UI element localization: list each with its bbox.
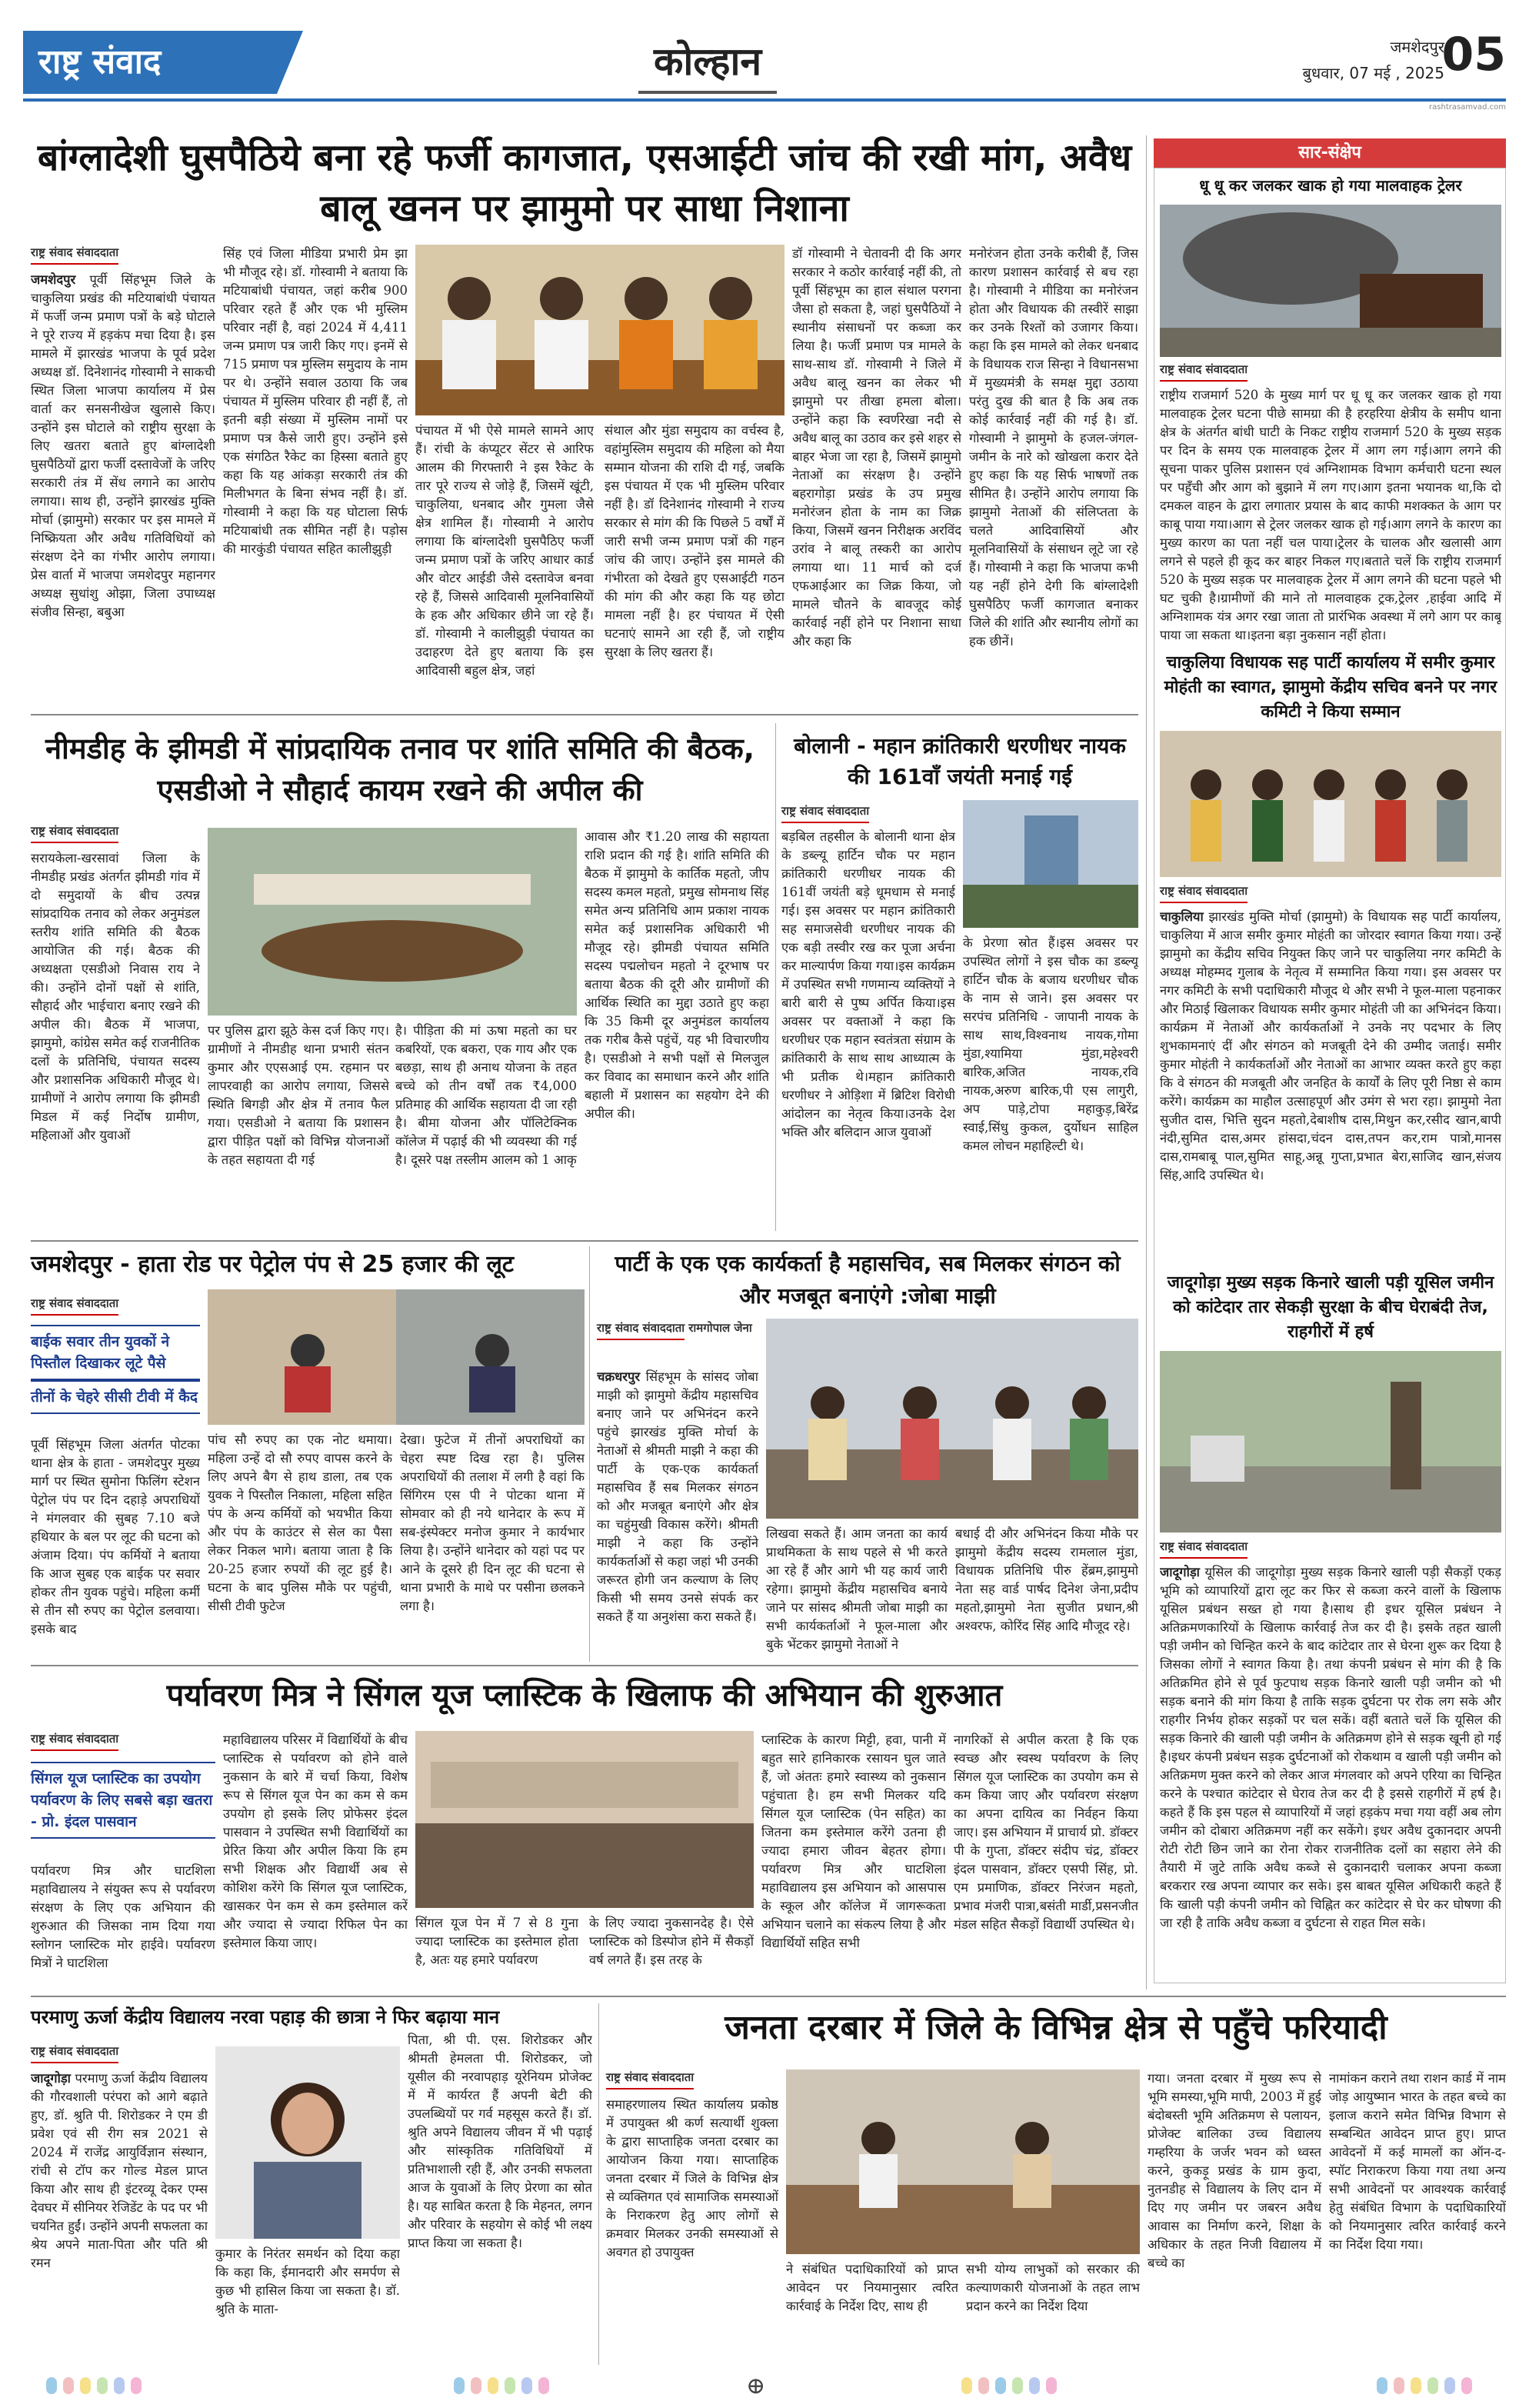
lead-photo [415, 245, 784, 415]
story6-col-1 [31, 2069, 208, 2365]
sidebar-s3-photo [1160, 1351, 1501, 1533]
story6-photo-image [215, 2046, 400, 2239]
divider [1146, 135, 1147, 1989]
sidebar-s1-text: राष्ट्रीय राजमार्ग 520 के मुख्य मार्ग पर धू धू कर जलकर खाक हो गया मालवाहक ट्रेलर घटना पीछे सामग्रा की है हरहरिया क्षेत्रीय के समीप थाना क्षेत्र के अंतर्गत बांधी घाटी के निकट राष्ट्रीय राजमार्ग 520 के मुख्य सड़क पर दिन के समय एक मालवाहक ट्रेलर में आग लग गई।आग लगने की सूचना पाकर पुलिस प्रशासन एवं अग्निशामक विभाग कर्मचारी घटना स्थल पर पहुँची और आग को बुझाने में लग गए।आग इतना भयानक था,कि दो दमकल वाहन के द्वारा लगातार प्रयास के बाद काफी मशक्कत के आग पर काबू पाया गया।आग से ट्रेलर जलकर खाक हो गई।आग लगने के कारण का मुख्य कारण का पता नहीं चल पाया।ट्रेलर के चालक और खलासी आग लगने से पहले ही कूद कर बाहर निकल गए।बताते चलें कि राष्ट्रीय राजमार्ग 520 के मुख्य सड़क पर मालवाहक ट्रेलर में आग लगने की घटना पहले भी घट चुकी है।ग्रामीणों की माने तो मालवाहक ट्रक,ट्रेलर ,हाईवा आदि में अग्निशामक यंत्र अगर रखा जाता तो प्रारंभिक अवस्था में लगे आग पर काबू पाया जा सकता था।इतना बड़ा नुकसान नहीं होता। [1160, 388, 1501, 642]
footer-dots-right [1377, 2377, 1472, 2396]
sidebar-s2-byline-wrap [1160, 883, 1248, 903]
story7-col-1: समाहरणालय स्थित कार्यालय प्रकोष्ठ में उपायुक्त श्री कर्ण सत्यार्थी शुक्ला के द्वारा साप्ताहिक जनता दरबार का आयोजन किया गया। साप्ताहिक जनता दरबार में जिले के विभिन्न क्षेत्र से व्यक्तिगत एवं सामाजिक समस्याओं के निराकरण हेतु आए लोगों से क्रमवार मिलकर उनकी समस्याओं से अवगत हो उपायुक्त [606, 2097, 778, 2260]
story4-byline-wrap [597, 1320, 758, 1340]
sidebar-s2-byline: राष्ट्र संवाद संवाददाता [1160, 883, 1248, 903]
lead-col-5: डॉ गोस्वामी ने चेतावनी दी कि अगर सरकार ने कठोर कार्रवाई नहीं की, तो पूर्वी सिंहभूम का हाल संथाल परगना जैसा हो सकता है, जहां घुसपैठियों ने स्थानीय संसाधनों पर कब्जा कर लिया है। फर्जी प्रमाण पत्र मामले के साथ-साथ डॉ. गोस्वामी ने जिले में अवैध बालू खनन का लेकर भी झामुमो पर तीखा हमला बोला। उन्होंने कहा कि स्वर्णरेखा नदी से अवैध बालू का उठाव कर इसे शहर से बाहर भेजा जा रहा है, जिसमें झामुमो नेताओं का संरक्षण है। उन्होंने बहरागोड़ा प्रखंड के उप प्रमुख मनोरंजन होता के नाम का जिक्र किया, जिसमें खनन निरीक्षक अरविंद उरांव ने बालू तस्करी का आरोप लगाया था। 11 मार्च को दर्ज एफआईआर का जिक्र किया, जो मामले चौतने के बावजूद कोई कार्रवाई नहीं होने पर निशाना साधा और कहा कि [792, 246, 961, 649]
bolani-col-1: बड़बिल तहसील के बोलानी थाना क्षेत्र के डब्ल्यू हार्टिन चौक पर महान क्रांतिकारी धरणीधर नायक की 161वीं जयंती बड़े धूमधाम से मनाई गई। इस अवसर पर महान क्रांतिकारी सह समाजसेवी धरणीधर नायक की एक बड़ी तस्वीर रख कर पूजा अर्चना कर माल्यार्पण किया गया।इस कार्यक्रम में उपस्थित सभी गणमान्य व्यक्तियों ने बारी बारी से पुष्प अर्पित किया।इस अवसर पर वक्ताओं ने कहा कि धरणीधर एक महान स्वतंत्रता संग्राम के क्रांतिकारी के साथ साथ आध्यात्म के भी प्रतीक थे।महान क्रांतिकारी धरणीधर ने ओड़िशा में ब्रिटिश विरोधी आंदोलन का नेतृत्व किया।उनके देश भक्ति और बलिदान आज युवाओं [781, 829, 955, 1139]
footer-dots-mid-left [454, 2377, 549, 2396]
story5-headline: पर्यावरण मित्र ने सिंगल यूज प्लास्टिक के खिलाफ की अभियान की शुरुआत [166, 1678, 1003, 1713]
story4-byline-2: रामगोपाल जेना [688, 1321, 752, 1335]
divider [589, 1246, 590, 1662]
lead-col-2: सिंह एवं जिला मीडिया प्रभारी प्रेम झा भी मौजूद रहे। डॉ. गोस्वामी ने बताया कि मटियाबांधी पंचायत, जहां करीब 900 परिवार रहते हैं और एक भी मुस्लिम परिवार नहीं है, वहां 2024 में 4,411 जन्म प्रमाण पत्र जारी किए गए। इनमें से 715 प्रमाण पत्र मुस्लिम समुदाय के नाम पर थे। उन्होंने सवाल उठाया कि जब पंचायत में मुस्लिम परिवार ही नहीं हैं, तो इतनी बड़ी संख्या में मुस्लिम नामों पर प्रमाण पत्र कैसे जारी हुए। उन्होंने इसे एक संगठित रैकेट का हिस्सा बताते हुए कहा कि यह आंकड़ा सरकारी तंत्र की मिलीभगत के बिना संभव नहीं है। डॉ. गोस्वामी ने कहा कि यह घोटाला सिर्फ मटियाबांधी तक सीमित नहीं है। पड़ोस की मारकुंडी पंचायत सहित कालीझुड़ी [223, 246, 408, 556]
sidebar-s1-byline: राष्ट्र संवाद संवाददाता [1160, 362, 1248, 382]
section-name: कोल्हान [654, 34, 761, 86]
divider [31, 714, 1138, 715]
registration-mark-icon: ⊕ [746, 2373, 766, 2400]
sidebar-s3-dateline: जादूगोड़ा [1160, 1565, 1200, 1579]
bolani-byline: राष्ट्र संवाद संवाददाता [781, 803, 869, 823]
sidebar-s3-text-body: यूसिल की जादूगोड़ा मुख्य सड़क किनारे खाली पड़ी सैकड़ों एकड़ भूमि को व्यापारियों द्वारा लूट कर फिर से कब्जा करने वालों के खिलाफ यूसिल प्रबंधन सख्त हो गया है।साथ ही इधर यूसिल प्रबंधन ने अतिक्रमणकारियों के खिलाफ कार्रवाई तेज कर दी है। इसके तहत खाली पड़ी जमीन को चिन्हित करने के बाद कांटेदार तार से घेरना शुरू कर दिया है जिसका लोगों ने स्वागत किया है। तथा कंपनी प्रबंधन से मांग की है कि अतिक्रमित होने से पूर्व फुटपाथ सड़क किनारे खाली पड़ी जमीन को भी सड़क बनाने की मांग किया है ताकि सड़क दुर्घटना पर रोक लग सके और राहगीर निर्भय होकर सड़कों पर चल सकें। वहीं बताते चलें कि यूसिल की सड़क किनारे की खाली पड़ी जमीन के अतिक्रमण होने से सड़क खूनी हो गई है।इधर कंपनी प्रबंधन सड़क दुर्घटनाओं को रोकथाम व खाली पड़ी जमीन को अतिक्रमण मुक्त करने को लेकर आज मंगलवार को अपने एरिया का चिन्हित करने के पश्चात कांटेदार से घेराव तेज कर दी है इससे राहगीरों में हर्ष है। कहते हैं कि इस पहल से व्यापारियों में जहां हड़कंप मचा गया वहीं अब लोग जमीन को दोबारा अतिक्रमण नहीं कर सकेंगे। इधर अवैध दुकानदार अपनी रोटी रोटी छिन जाने का रोना रोकर राजनीतिक दलों का सहारा लेने की तैयारी में जुटे ताकि अवैध कब्जे से दुकानदारी चलाकर अपना कब्जा बरकरार रख अपना व्यापार कर सके। इस बाबत यूसिल अधिकारी कहते हैं कि खाली पड़ी कंपनी जमीन को चिह्नित कर कांटेदार से घेर कर घोषणा की जा रही है ताकि अवैध कब्जा व दुर्घटना से राहत मिल सके। [1160, 1565, 1501, 1930]
story3-photo-image [208, 1289, 585, 1425]
masthead [23, 28, 1506, 112]
footer-dots-mid-right [961, 2377, 1057, 2396]
story5-col-6: नागरिकों से अपील करता है कि एक स्वच्छ और स्वस्थ पर्यावरण के लिए सिंगल यूज प्लास्टिक का उपयोग कम से कम किया जाए और पर्यावरण संरक्षण का अपना दायित्व का निर्वहन किया जाए। इस अभियान में प्राचार्य प्रो. डॉक्टर पी के गुप्ता, डॉक्टर संदीप चंद्र, डॉक्टर इंदल पासवान, डॉक्टर एसपी सिंह, प्रो. एम प्रमाणिक, डॉक्टर निरंजन महतो, प्रभाव मंजरी पात्रा,बसंती मार्डी,प्रसनजीत मंडल सहित सैकड़ों विद्यार्थी उपस्थित थे। [954, 1733, 1138, 1932]
story6-col-2: कुमार के निरंतर समर्थन को दिया कहा कि कहा कि, ईमानदारी और समर्पण से कुछ भी हासिल किया जा सकता है। डॉ. श्रुति के माता- [215, 2246, 400, 2316]
story2-byline-wrap [31, 823, 118, 843]
story7-photo-image [786, 2069, 1140, 2254]
story3-col-2: पांच सौ रुपए का एक नोट थमाया। महिला उन्हें दो सौ रुपए वापस करने के लिए अपने बैग से हाथ डाला, तब एक युवक ने पिस्तौल निकाला, महिला सहित पंप के अन्य कर्मियों को भयभीत किया और पंप के काउंटर से सेल का पैसा लेकर निकल भागे। बताया जाता है कि 20-25 हजार रुपयों की लूट हुई है। घटना के बाद पुलिस मौके पर पहुंची, सीसी टीवी फुटेज [208, 1432, 392, 1613]
footer-dots-left [46, 2377, 142, 2396]
story5-byline-wrap [31, 1731, 118, 1751]
story3-col-1: पूर्वी सिंहभूम जिला अंतर्गत पोटका थाना क्षेत्र के हाता - जमशेदपुर मुख्य मार्ग पर स्थित सुमोना फिलिंग स्टेशन पेट्रोल पंप पर दिन दहाड़े अपराधियों ने मंगलवार की सुबह 7.10 बजे हथियार के बल पर लूट की घटना को अंजाम दिया। पंप कर्मियों ने बताया कि आज सुबह एक बाईक पर सवार होकर तीन युवक पहुंचे। महिला कर्मी से तीन सौ रुपए का पेट्रोल डलवाया। इसके बाद [31, 1437, 200, 1636]
story6-byline-wrap [31, 2043, 118, 2063]
website-url: rashtrasamvad.com [1429, 103, 1506, 112]
story2-col-2: पर पुलिस द्वारा झूठे केस दर्ज किए गए। ग्रामीणों ने नीमडीह थाना प्रभारी संतन कुमार और एएसआई एम. रहमान पर लापरवाही का आरोप लगाया, जिससे स्थिति बिगड़ी और क्षेत्र में तनाव फैल गया। एसडीओ ने बताया कि प्रशासन द्वारा पीड़ित पक्षों को विभिन्न योजनाओं के तहत सहायता दी गई [208, 1023, 389, 1167]
story3-col-3: देखा। फुटेज में तीनों अपराधियों का चेहरा स्पष्ट दिख रहा है। पुलिस अपराधियों की तलाश में लगी है वहां कि सिंगिरम एस पी ने पोटका थाना में सोमवार को ही नये थानेदार के रूप में सब-इंस्पेक्टर मनोज कुमार ने कार्यभार लिया है। उन्होंने थानेदार को यहां पद पर आने के दूसरे ही दिन लूट की घटना से थाना प्रभारी के माथे पर पसीना छलकने लगा है। [400, 1432, 585, 1613]
story3-photo [208, 1289, 585, 1425]
sidebar-s3-text [1160, 1563, 1501, 1985]
story5-byline: राष्ट्र संवाद संवाददाता [31, 1731, 118, 1751]
page-number: 05 [1441, 28, 1506, 82]
story3-pull-2: तीनों के चेहरे सीसी टीवी में कैद [31, 1380, 200, 1414]
sidebar-s2-text [1160, 908, 1501, 1265]
story5-col-5: प्लास्टिक के कारण मिट्टी, हवा, पानी में बहुत सारे हानिकारक रसायन घुल जाते हैं, जो अंततः हमारे स्वास्थ्य को नुकसान पहुंचाता है। हम सभी मिलकर यदि सिंगल यूज प्लास्टिक (पेन सहित) का जितना कम इस्तेमाल करेंगे उतना ही ज्यादा हमारा जीवन बेहतर होगा। पर्यावरण मित्र और घाटशिला महाविद्यालय इस अभियान को आसपास के स्कूल और कॉलेज में जागरूकता अभियान चलाने का संकल्प लिया है और विद्यार्थियों सहित सभी [761, 1733, 946, 1950]
bolani-photo [963, 800, 1138, 928]
lead-col-6: मनोरंजन होता उनके करीबी हैं, जिस कारण प्रशासन कार्रवाई से बच रहा है। गोस्वामी ने मीडिया का मनोरंजन होता और विधायक की तस्वीरें साझा कर उनके रिश्तों को उजागर किया। कहा कि इस मामले को लेकर धनबाद के विधायक राज सिन्हा ने विधानसभा में मुख्यमंत्री के समक्ष मुद्दा उठाया परंतु दुख की बात है कि अब तक कोई कार्रवाई नहीं की गई है। डॉ. गोस्वामी ने झामुमो के हजल-जंगल-जमीन के नारे को खोखला करार देते हुए कहा कि यह सिर्फ भाषणों तक सीमित है। उन्होंने आरोप लगाया कि झामुमो नेताओं की संलिप्तता के चलते आदिवासियों और मूलनिवासियों के संसाधन लूटे जा रहे हैं। गोस्वामी ने कहा कि भाजपा कभी यह नहीं होने देगी कि बांग्लादेशी घुसपैठिए फर्जी कागजात बनाकर जिले की शांति और स्थानीय लोगों का हक छीनें। [969, 246, 1138, 649]
story5-col-4: के लिए ज्यादा नुकसानदेह है। ऐसे प्लास्टिक को डिस्पोज होने में सैकड़ों वर्ष लगते हैं। इस तरह के [589, 1916, 754, 1967]
story6-headline: परमाणु ऊर्जा केंद्रीय विद्यालय नरवा पहाड़ की छात्रा ने फिर बढ़ाया मान [31, 2006, 500, 2028]
divider [775, 723, 776, 1231]
divider [31, 1996, 1506, 1997]
story3-pull-1: बाईक सवार तीन युवकों ने पिस्तौल दिखाकर लूटे पैसे [31, 1325, 200, 1380]
story6-byline: राष्ट्र संवाद संवाददाता [31, 2043, 118, 2063]
story7-col-2: ने संबंधित पदाधिकारियों को प्राप्त आवेदन पर नियमानुसार त्वरित कार्रवाई के निर्देश दिए, साथ ही [786, 2262, 958, 2313]
sidebar-s3-headline: जादूगोड़ा मुख्य सड़क किनारे खाली पड़ी यूसिल जमीन को कांटेदार तार सेकड़ी सुरक्षा के बीच घेराबंदी तेज, राहगीरों में हर्ष [1167, 1273, 1494, 1342]
divider [598, 2003, 599, 2365]
bolani-byline-wrap [781, 803, 869, 823]
story4-col-2: लिखवा सकते हैं। आम जनता का कार्य प्राथमिकता के साथ पहले से भी करते आ रहे हैं और आगे भी यह कार्य जारी रहेगा। झामुमो केंद्रीय महासचिव बनाये जाने पर सांसद श्रीमती जोबा माझी का सभी कार्यकर्ताओं ने फूल-माला और बुके भेंटकर झामुमो नेताओं ने [766, 1526, 948, 1652]
story4-text-1: सिंहभूम के सांसद जोबा माझी को झामुमो केंद्रीय महासचिव बनाए जाने पर अभिनंदन करने पहुंचे झारखंड मुक्ति मोर्चा के नेताओं से श्रीमती माझी ने कहा की पार्टी के एक-एक कार्यकर्ता महासचिव हैं सब मिलकर संगठन को और मजबूत बनाएंगे और क्षेत्र का चहुंमुखी विकास करेंगे। श्रीमती माझी ने कहा कि उन्होंने कार्यकर्ताओं से कहा जहां भी उनकी जरूरत होगी जन कल्याण के लिए किसी भी समय उनसे संपर्क कर सकते हैं या अनुशंसा करा सकते हैं। [597, 1369, 758, 1624]
divider [31, 1240, 1138, 1242]
story4-byline: राष्ट्र संवाद संवाददाता [597, 1320, 685, 1340]
story4-col-1 [597, 1368, 758, 1656]
sidebar-s2-photo-image [1160, 731, 1501, 877]
lead-headline: बांग्लादेशी घुसपैठिये बना रहे फर्जी कागजात, एसआईटी जांच की रखी मांग, अवैध बालू खनन पर झामुमो पर साधा निशाना [37, 136, 1132, 230]
story5-pull: सिंगल यूज प्लास्टिक का उपयोग पर्यावरण के लिए सबसे बड़ा खतरा - प्रो. इंदल पासवान [31, 1762, 215, 1839]
story5-col-2: महाविद्यालय परिसर में विद्यार्थियों के बीच प्लास्टिक से पर्यावरण को होने वाले नुकसान के बारे में चर्चा किया, विशेष रूप से सिंगल यूज पेन का कम से कम उपयोग हो इसके लिए प्रोफेसर इंदल पासवान ने उपस्थित सभी विद्यार्थियों का प्रेरित किया और अपील किया कि हम सभी शिक्षक और विद्यार्थी अब से कोशिश करेंगे कि सिंगल यूज प्लास्टिक, खासकर पेन कम से कम इस्तेमाल करें और ज्यादा से ज्यादा रिफिल पेन का इस्तेमाल किया जाए। [223, 1733, 408, 1950]
story4-col-3: बधाई दी और अभिनंदन किया मौके पर झामुमो केंद्रीय सदस्य रामलाल मुंडा, विधायक प्रतिनिधि पीरु हेंब्रम,झामुमो नेता सह वार्ड पार्षद दिनेश जेना,प्रदीप महतो,झामुमो नेता सुजीत प्रधान,श्री अश्वरफ, कोरिंद सिंह आदि मौजूद रहे। [955, 1526, 1138, 1633]
story3-byline-wrap [31, 1296, 118, 1316]
story2-photo-image [208, 828, 577, 1016]
story2-byline: राष्ट्र संवाद संवाददाता [31, 823, 118, 843]
sidebar-s3-photo-image [1160, 1351, 1501, 1533]
lead-byline-wrap [31, 245, 215, 265]
sidebar-s3-byline: राष्ट्र संवाद संवाददाता [1160, 1539, 1248, 1559]
sidebar-s2-dateline: चाकुलिया [1160, 909, 1204, 924]
story7-col-5: नामांकन कराने तथा राशन कार्ड में नाम जोड़ आयुष्मान भारत के तहत बच्चे का इलाज कराने समेत विभिन्न विभाग से सम्बन्धित आवेदन प्राप्त हुए। प्राप्त आवेदनों में कई मामलों का ऑन-द-स्पॉट निराकरण किया गया तथा अन्य सभी आवेदनों पर आवश्यक कार्रवाई हेतु संबंधित विभाग के पदाधिकारियों को नियमानुसार त्वरित कार्रवाई करने का निर्देश दिया गया। [1329, 2071, 1506, 2252]
story4-photo [766, 1319, 1138, 1519]
city: जमशेदपुर [1390, 38, 1444, 56]
lead-col-4: संथाल और मुंडा समुदाय का वर्चस्व है, वहांमुस्लिम समुदाय की महिला को मैया सम्मान योजना की राशि दी गई, जबकि इस पंचायत में एक भी मुस्लिम परिवार नहीं है। डॉ दिनेशानंद गोस्वामी ने राज्य सरकार से मांग की कि पिछले 5 वर्षों में जारी सभी जन्म प्रमाण पत्रों की गहन जांच की जाए। उन्होंने इस मामले की गंभीरता को देखते हुए एसआईटी गठन की मांग की और कहा कि यह छोटा मामला नहीं है। हर पंचायत में ऐसी घटनाएं सामने आ रही हैं, जो राष्ट्रीय सुरक्षा के लिए खतरा हैं। [605, 423, 784, 659]
paper-name: राष्ट्र संवाद [23, 31, 277, 94]
story5-photo-image [415, 1731, 754, 1908]
sidebar-s2-text-body: झारखंड मुक्ति मोर्चा (झामुमो) के विधायक सह पार्टी कार्यालय, चाकुलिया में आज समीर कुमार मोहंती का जोरदार स्वागत किया गया। उन्हें झामुमो का केंद्रीय सचिव नियुक्त किए जाने पर चाकुलिया नगर कमिटी के अध्यक्ष मोहम्मद गुलाब के नेतृत्व में सम्मानित किया गया। इस अवसर पर नगर कमिटी के सभी पदाधिकारी मौजूद थे और सभी ने फूल-माला पहनाकर और मिठाई खिलाकर विधायक समीर कुमार मोहंती जी का अभिनंदन किया। कार्यक्रम में नेताओं और कार्यकर्ताओं ने उनके नए पदभार के लिए शुभकामनाएं दीं और संगठन को मजबूती देने की उम्मीद जताई। समीर कुमार मोहंती ने कार्यकर्ताओं और नेताओं का आभार व्यक्त करते हुए कहा कि वे संगठन की मजबूती और जनहित के कार्यों के लिए पूरी निष्ठा से काम करेंगे। कार्यक्रम का माहौल उत्साहपूर्ण और उमंग से भरा रहा। झामुमो नेता सुजीत दास, भित्ति सुदन महतो,देबाशीष दास,मिथुन कर,रसीद खान,बापी नंदी,सुमित दास,अमर हांसदा,चंदन दास,तपन कर,राम पात्रो,मानस दास,रामबाबू पाल,सुमित साहू,अन्नू गुप्ता,प्रभात बेरा,साजिद खान,संजय सिंह,आदि उपस्थित थे। [1160, 909, 1501, 1182]
story7-byline: राष्ट्र संवाद संवाददाता [606, 2069, 694, 2089]
lead-col-1 [31, 271, 215, 702]
sidebar-s1-photo-image [1160, 205, 1501, 357]
bolani-photo-image [963, 800, 1138, 928]
lead-dateline: जमशेदपुर [31, 272, 76, 287]
lead-text-1: पूर्वी सिंहभूम जिले के चाकुलिया प्रखंड की मटियाबांधी पंचायत में फर्जी जन्म प्रमाण पत्रों के बड़े घोटाले ने पूरे राज्य में हड़कंप मचा दिया है। इस मामले में झारखंड भाजपा के पूर्व प्रदेश अध्यक्ष डॉ. दिनेशानंद गोस्वामी ने साकची स्थित जिला भाजपा कार्यालय में प्रेस वार्ता कर सनसनीखेज खुलासे किए। उन्होंने इस घोटाले को राष्ट्रीय सुरक्षा के लिए खतरा बताते हुए बांग्लादेशी घुसपैठियों द्वारा फर्जी दस्तावेजों के जरिए सरकारी तंत्र में सेंध लगाने का आरोप लगाया। साथ ही, उन्होंने झारखंड मुक्ति मोर्चा (झामुमो) सरकार पर इस मामले में निष्क्रियता और अवैध गतिविधियों को संरक्षण देने का गंभीर आरोप लगाया। प्रेस वार्ता में भाजपा जमशेदपुर महानगर अध्यक्ष सुधांशु ओझा, जिला उपाध्यक्ष संजीव सिन्हा, बबुआ [31, 272, 215, 619]
story2-col-3: है। पीड़िता की मां ऊषा महतो का घर कबरियों, एक बकरा, एक गाय और एक बछड़ा, साथ ही अनाथ योजना के तहत बच्चे को तीन वर्षों तक ₹4,000 प्रतिमाह की आर्थिक सहायता दी जा रही है। बीमा योजना और पॉलिटेक्निक कॉलेज में पढ़ाई की भी व्यवस्था की गई है। दूसरे पक्ष तस्लीम आलम को 1 आकृ [395, 1023, 577, 1167]
story7-photo [786, 2069, 1140, 2254]
story2-photo [208, 828, 577, 1016]
date-block [1303, 34, 1444, 86]
lead-byline: राष्ट्र संवाद संवाददाता [31, 245, 118, 265]
bolani-col-2: के प्रेरणा स्रोत हैं।इस अवसर पर उपस्थित लोगों ने इस चौक का डब्ल्यू हार्टिन चौक के बजाय धरणीधर चौक के नाम से जाने। इस अवसर पर सरपंच प्रतिनिधि - जापानी नायक के साथ साथ,विश्वनाथ नायक,गोमा मुंडा,श्यामिया मुंडा,महेश्वरी बारिक,अजित नायक,रवि नायक,अरुण बारिक,पी एस लागुरी, अप पाड़े,टोपा महाकुड़,बिरेंद्र स्वाई,सिंधु कुकल, दुर्योधन साहिल कमल लोचन महाहिल्टी थे। [963, 936, 1138, 1153]
story4-dateline: चक्रधरपुर [597, 1369, 641, 1384]
sidebar-s1-headline: धू धू कर जलकर खाक हो गया मालवाहक ट्रेलर [1199, 176, 1462, 195]
story6-photo [215, 2046, 400, 2239]
divider [31, 1665, 1138, 1666]
sidebar-s2-headline: चाकुलिया विधायक सह पार्टी कार्यालय में समीर कुमार मोहंती का स्वागत, झामुमो केंद्रीय सचिव बनने पर नगर कमिटी ने किया सम्मान [1164, 653, 1497, 722]
story6-col-3: पिता, श्री पी. एस. शिरोडकर और श्रीमती हेमलता पी. शिरोडकर, जो यूसील की नरवापहाड़ यूरेनियम प्रोजेक्ट में में कार्यरत हैं अपनी बेटी की उपलब्धियों पर गर्व महसूस करते हैं। डॉ. श्रुति अपने विद्यालय जीवन में भी पढ़ाई और सांस्कृतिक गतिविधियों में प्रतिभाशाली रही हैं, और उनकी सफलता आज के युवाओं के लिए प्रेरणा का स्रोत है। यह साबित करता है कि मेहनत, लगन और परिवार के सहयोग से कोई भी लक्ष्य प्राप्त किया जा सकता है। [408, 2033, 592, 2250]
date: बुधवार, 07 मई , 2025 [1302, 64, 1444, 82]
story4-headline: पार्टी के एक एक कार्यकर्ता है महासचिव, सब मिलकर संगठन को और मजबूत बनाएंगे :जोबा माझी [615, 1251, 1121, 1309]
sidebar-title: सार-संक्षेप [1154, 138, 1506, 168]
story7-col-3: सभी योग्य लाभुकों को सरकार की कल्याणकारी योजनाओं के तहत लाभ प्रदान करने का निर्देश दिया [966, 2262, 1140, 2313]
lead-photo-image [415, 245, 784, 415]
story7-col-4: गया। जनता दरबार में मुख्य रूप से भूमि समस्या,भूमि मापी, 2003 में हुई बंदोबस्ती भूमि अतिक्रमण से पलायन, प्रोजेक्ट बालिका उच्च विद्यालय गम्हरिया के जर्जर भवन को ध्वस्त करने, कुकड़ू प्रखंड के ग्राम कुदा, नुतनडीह से विद्यालय के लिए दान में दिए गए जमीन पर जबरन अवैध आवास का निर्माण करने, शिक्षा के अधिकार के तहत निजी विद्यालय में बच्चे का [1148, 2071, 1321, 2270]
story2-headline: नीमडीह के झीमडी में सांप्रदायिक तनाव पर शांति समिति की बैठक, एसडीओ ने सौहार्द कायम रखने की अपील की [45, 732, 755, 807]
story2-col-4: आवास और ₹1.20 लाख की सहायता राशि प्रदान की गई है। शांति समिति की बैठक में झामुमो के कार्तिक महतो, जीप सदस्य कमल महतो, प्रमुख सोमनाथ सिंह समेत अन्य प्रतिनिधि आम प्रकाश नायक समेत कई प्रशासनिक अधिकारी भी मौजूद रहे। झीमडी पंचायत समिति सदस्य पद्मलोचन महतो ने दूरभाष पर बताया बैठक की दूरी और ग्रामीणों की आर्थिक स्थिति का मुद्दा उठाते हुए कहा कि 35 किमी दूर अनुमंडल कार्यालय तक गरीब कैसे पहुंचें, यह भी विचारणीय है। एसडीओ ने सभी पक्षों से मिलजुल कर विवाद का समाधान करने और शांति बहाली में प्रशासन का सहयोग देने की अपील की। [585, 829, 769, 1121]
story7-headline: जनता दरबार में जिले के विभिन्न क्षेत्र से पहुँचे फरियादी [725, 2008, 1387, 2047]
story3-byline: राष्ट्र संवाद संवाददाता [31, 1296, 118, 1316]
bolani-headline: बोलानी - महान क्रांतिकारी धरणीधर नायक की 161वाँ जयंती मनाई गई [794, 733, 1126, 789]
sidebar-s2-photo [1160, 731, 1501, 877]
story2-col-1: सरायकेला-खरसावां जिला के नीमडीह प्रखंड अंतर्गत झीमडी गांव में दो समुदायों के बीच उत्पन्न सांप्रदायिक तनाव को लेकर अनुमंडल स्तरीय शांति समिति की बैठक आयोजित की गई। बैठक की अध्यक्षता एसडीओ निवास राय ने की। उन्होंने दोनों पक्षों से शांति, सौहार्द और भाईचारा बनाए रखने की अपील की। बैठक में भाजपा, झामुमो, कांग्रेस समेत कई राजनीतिक दलों के प्रतिनिधि, पंचायत सदस्य और प्रशासनिक अधिकारी मौजूद थे। ग्रामीणों ने आरोप लगाया कि झीमडी मिडल में कई निर्दोष ग्रामीण, महिलाओं और युवाओं [31, 851, 200, 1142]
story3-headline: जमशेदपुर - हाता रोड पर पेट्रोल पंप से 25 हजार की लूट [31, 1251, 515, 1278]
story5-col-3: सिंगल यूज पेन में 7 से 8 गुना ज्यादा प्लास्टिक का इस्तेमाल होता है, अतः यह हमारे पर्यावरण [415, 1916, 578, 1967]
story5-col-1: पर्यावरण मित्र और घाटशिला महाविद्यालय ने संयुक्त रूप से पर्यावरण संरक्षण के लिए एक अभियान की शुरुआत की जिसका नाम दिया गया स्लोगन प्लास्टिक मोर हाईवे। पर्यावरण मित्रों ने घाटशिला [31, 1863, 215, 1970]
story4-photo-image [766, 1319, 1138, 1519]
sidebar-s1-photo [1160, 205, 1501, 357]
sidebar-s3-byline-wrap [1160, 1539, 1248, 1559]
sidebar-s1-byline-wrap [1160, 362, 1248, 382]
story7-byline-wrap [606, 2069, 694, 2089]
story6-text-1: परमाणु ऊर्जा केंद्रीय विद्यालय की गौरवशाली परंपरा को आगे बढ़ाते हुए, डॉ. श्रुति पी. शिरोडकर ने एम डी प्रवेश एवं सी रीग सत्र 2021 से 2024 में राजेंद्र आयुर्विज्ञान संस्थान, रांची से टॉप कर गोल्ड मेडल प्राप्त किया और साथ ही इंटरव्यू देकर एम्स देवघर में सीनियर रेजिडेंट के पद पर भी चयनित हुईं। उन्होंने अपनी सफलता का श्रेय अपने माता-पिता और पति श्री रमन [31, 2071, 208, 2270]
story6-dateline: जादूगोड़ा [31, 2071, 71, 2086]
story5-photo [415, 1731, 754, 1908]
lead-col-3: पंचायत में भी ऐसे मामले सामने आए हैं। रांची के कंप्यूटर सेंटर से आरिफ आलम की गिरफ्तारी ने इस रैकेट के तार पूरे राज्य से जोड़े हैं, जिसमें खूंटी, चाकुलिया, धनबाद और गुमला जैसे क्षेत्र शामिल हैं। गोस्वामी ने आरोप लगाया कि बांग्लादेशी घुसपैठिए फर्जी जन्म प्रमाण पत्रों के जरिए आधार कार्ड और वोटर आईडी जैसे दस्तावेज बनवा रहे हैं, जिससे आदिवासी मूलनिवासियों के हक और अधिकार छीने जा रहे हैं। डॉ. गोस्वामी ने कालीझुड़ी पंचायत का उदाहरण देते हुए बताया कि इस आदिवासी बहुल क्षेत्र, जहां [415, 423, 594, 678]
